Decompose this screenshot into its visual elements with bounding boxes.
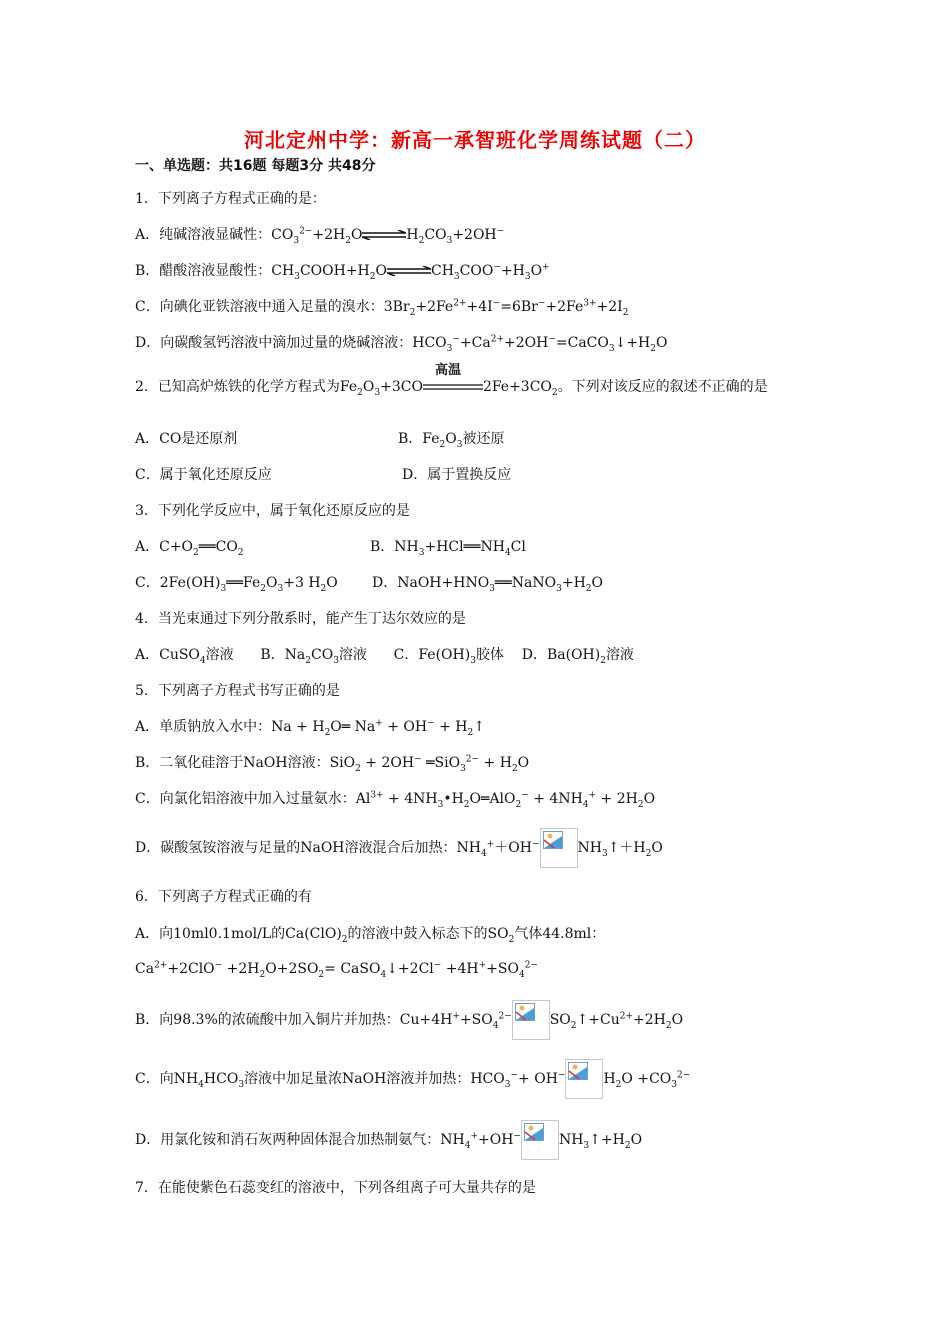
q6-option-c: C．向$NH_4HCO_3$溶液中加足量浓NaOH溶液并加热：$HCO_3^-+ OH^-$ $H_2O +CO_3^{2-}$ [135, 1059, 690, 1099]
q6-option-b: B．向98.3%的浓硫酸中加入铜片并加热：$Cu+4H^++SO_4^{2-}$ $SO_2↑+Cu^{2+}+2H_2O$ [135, 1000, 683, 1040]
broken-image-icon [565, 1059, 603, 1099]
q2-option-a: A．CO是还原剂 [135, 431, 238, 447]
q6-option-d: D．用氯化铵和消石灰两种固体混合加热制氨气：$NH_4^++OH^-$ $NH_3↑+H_2O$ [135, 1120, 642, 1160]
q7-stem: 7．在能使紫色石蕊变红的溶液中，下列各组离子可大量共存的是 [135, 1180, 536, 1196]
q2-option-c: C．属于氧化还原反应 [135, 467, 272, 483]
high-temperature-condition: 高温 [423, 378, 483, 396]
section-heading: 一、单选题：共16题 每题3分 共48分 [135, 158, 376, 174]
q1-option-b: B．醋酸溶液显酸性：$CH_3COOH+H_2O$ $CH_3COO^-+H_3O^+$ [135, 262, 550, 282]
q5-option-c: C．向氯化铝溶液中加入过量氨水：$Al^{3+}$ + $4NH_3•H_2O═AlO_2^- + 4NH_4^+ + 2H_2O$ [135, 790, 656, 810]
q3-option-c: C．$2Fe(OH)_3══Fe_2O_3+3$ $H_2O$ [135, 575, 338, 594]
reversible-arrow-icon [387, 266, 431, 276]
q2-option-d: D．属于置换反应 [402, 467, 512, 483]
q5-option-a: A．单质钠放入水中：$Na + H_2O═$ $Na^+ + OH^- + H_2↑$ [135, 718, 485, 738]
q1-option-a: A．纯碱溶液显碱性：$CO_3^{2-}+2H_2O$ $H_2CO_3+2OH^-$ [135, 226, 505, 246]
q6-option-a-equation: $Ca^{2+}+2ClO^- +2H_2O+2SO_2=$ CaSO$_4$↓+2Cl− $+4H^++SO_4^{2-}$ [135, 960, 538, 980]
q3-stem: 3．下列化学反应中，属于氧化还原反应的是 [135, 503, 410, 519]
q1-option-d: D．向碳酸氢钙溶液中滴加过量的烧碱溶液：$HCO_3^-+Ca^{2+}+2OH^-=CaCO_3↓+H_2O$ [135, 334, 668, 354]
broken-image-icon [512, 1000, 550, 1040]
broken-image-icon [540, 828, 578, 868]
page-title: 河北定州中学：新高一承智班化学周练试题（二） [244, 128, 706, 152]
q6-stem: 6．下列离子方程式正确的有 [135, 889, 312, 905]
q4-stem: 4．当光束通过下列分散系时，能产生丁达尔效应的是 [135, 611, 466, 627]
q1-option-c: C．向碘化亚铁溶液中通入足量的溴水：$3Br_2+2Fe^{2+}+4I^-=6Br^-+2Fe^{3+}+2I_2$ [135, 298, 629, 318]
q3-option-b: B．$NH_3+HCl══NH_4Cl$ [370, 539, 526, 558]
q5-option-d: D．碳酸氢铵溶液与足量的NaOH溶液混合后加热：$NH_4^++OH^-$ $NH_3↑+H_2O$ [135, 828, 663, 868]
q3-option-a: A．$C+O_2══CO_2$ [135, 539, 244, 558]
q6-option-a: A．向10ml0.1mol/L的$Ca(ClO)_2$的溶液中鼓入标态下的$SO_2$气体44.8ml： [135, 926, 606, 945]
q5-option-b: B．二氧化硅溶于NaOH溶液：SiO$_2$ + 2OH− ═SiO$_3^{2-}$ + $H_2O$ [135, 754, 530, 774]
broken-image-icon [521, 1120, 559, 1160]
reversible-arrow-icon [362, 230, 406, 240]
q4-options: A．CuSO$_4$溶液 B．$Na_2CO_3$溶液 C．$Fe(OH)_3$胶体 D．$Ba(OH)_2$溶液 [135, 647, 634, 666]
q3-option-d: D．$NaOH+HNO_3══NaNO_3+H_2O$ [372, 575, 604, 594]
q2-stem: 2．已知高炉炼铁的化学方程式为$Fe_2O_3+3CO$ 高温 $2Fe+3CO_2$。下列对该反应的叙述不正确的是 [135, 363, 768, 398]
q2-option-b: B．$Fe_2O_3$被还原 [398, 431, 505, 450]
q1-stem: 1．下列离子方程式正确的是： [135, 191, 326, 207]
q5-stem: 5．下列离子方程式书写正确的是 [135, 683, 340, 699]
